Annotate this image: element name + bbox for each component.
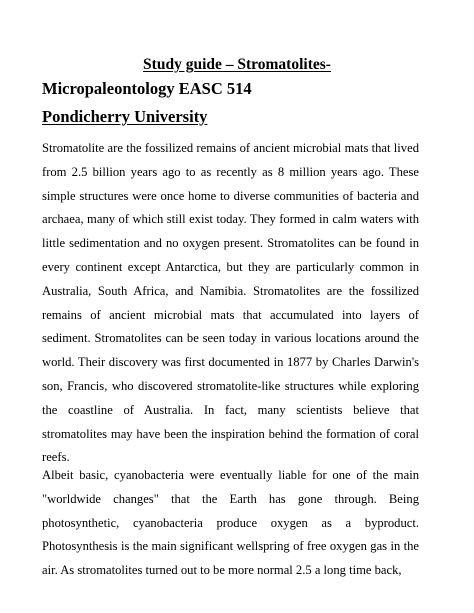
body-paragraph: Albeit basic, cyanobacteria were eventually liable for one of the main "worldwide changes" that the Earth has gone through. Being photosynthetic, cyanobacteria produce oxygen as a byproduct. Photosynthesis is the main significant wellspring of free oxygen gas in the air. As stromatolites turned out to be more normal 2.5 a long time back,	[42, 468, 419, 578]
university-heading: Pondicherry University	[42, 107, 208, 126]
body-paragraph: Stromatolite are the fossilized remains of ancient microbial mats that lived from 2.5 billion years ago to as recently as 8 million years ago. These simple structures were once home to diverse communities of bacteria and archaea, many of which still exist today. They formed in calm waters with little sedimentation and no oxygen present. Stromatolites can be found in every continent except Antarctica, but they are particularly common in Australia, South Africa, and Namibia. Stromatolites are the fossilized remains of ancient microbial mats that accumulated into layers of sediment. Stromatolites can be seen today in various locations around the world. Their discovery was first documented in 1877 by Charles Darwin's son, Francis, who discovered stromatolite-like structures while exploring the coastline of Australia. In fact, many scientists believe that stromatolites may have been the inspiration behind the formation of coral reefs.	[42, 141, 419, 465]
document-title: Study guide – Stromatolites-	[143, 56, 331, 73]
course-heading: Micropaleontology EASC 514	[42, 79, 252, 98]
